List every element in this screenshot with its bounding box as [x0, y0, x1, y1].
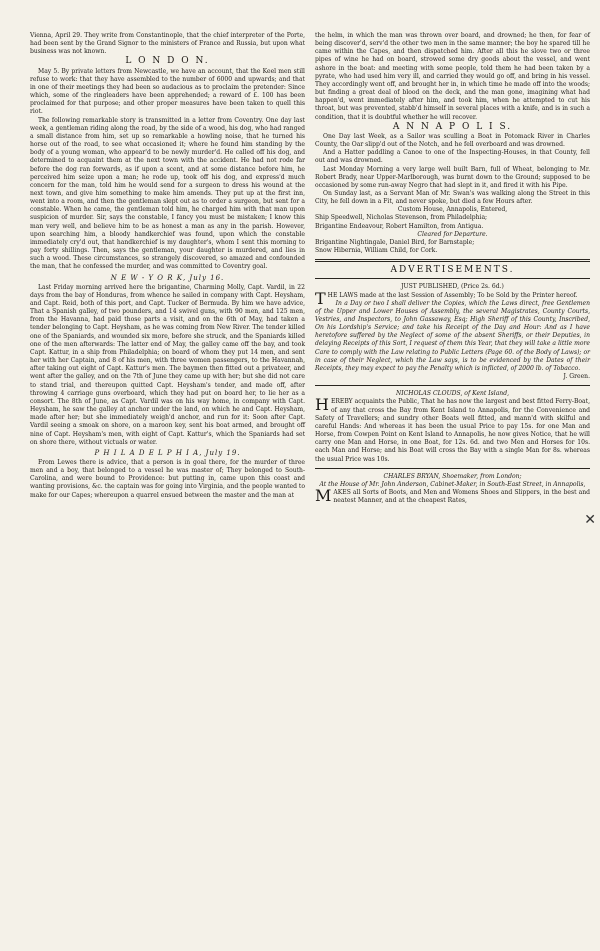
ad1-title-text: HE LAWS made at the last Session of Assembly; To be Sold by the Printer hereof. [327, 291, 578, 299]
philadelphia-continued: the helm, in which the man was thrown over board, and drowned; he then, for fear of being discover'd, serv'd the other two men in the same manner; the boy he spared till he came within the Capes, and then dispatched him. After all this he slove two or three pipes of wine he had on board, strowed some dry goods about the vessel, and went ashore in the boat: and meeting with some people, told them he had been taken by a pyrate, who had used him very ill, and carried they would go off, and bring in his vessel. They accordingly went off, and brought her in, in which time he made off into the woods; but finding a great deal of blood on the deck, and the man gone, imagining what had happen'd, went immediately after him, and took him, when he attempted to cut his throat, but was prevented, stabb'd himself in several places with a knife, and is in such a condition, that it is doubtful whether he will recover. [315, 32, 590, 121]
london-paragraph-2: The following remarkable story is transmitted in a letter from Coventry. One day last week, a gentleman riding along the road, by the side of a wood, his dog, who had ranged a small distance from him, set up so remarkable a howling noise, that he turned his horse out of the road, to see what occasioned it; where he found him standing by the body of a young woman, who appear'd to be newly murder'd. He called off his dog, and determined to acquaint them at the next town with the accident. He had not rode far before the dog ran forwards, as if upon a scent, and at some distance before him, he perceived him seize upon a man; he rode up, took off his dog, and express'd much concern for the man, told him he would send for a surgeon to dress his wound at the next town, and give him something to make him amends. They put up at the first inn, went into a room, and then the gentleman slept out as to order a surgeon, but sent for a constable. When he came, the gentleman told him, he charged him with that man upon suspicion of murder. Sir, says the constable, I fancy you must be mistaken; I know this man very well, and believe him to be as honest a man as any in the parish. However, upon searching him, a bloody handkerchief was found, upon which the constable immediately cry'd out, that handkerchief is my daughter's, whom I sent this morning to pay forty shillings. Then, says the gentleman, your daughter is murdered, and lies in such a wood. These circumstances, so strangely discovered, so amazed and confounded the man, that he confessed the murder, and was committed to Coventry goal. [30, 116, 305, 271]
ad2-body [315, 395, 590, 463]
ads-rule [315, 278, 590, 279]
customs-cleared-2: Snow Hibernia, William Child, for Cork. [315, 247, 438, 255]
london-paragraph-1: May 5. By private letters from Newcastle, we have an account, that the Keel men still refuse to work: that they have assembled to the number of 6000 and upwards; and that in one of their meetings they had been so audacious as to proclaim the pretender: Since which, some of the ringleaders have been apprehended; a reward of £. 100 has been proclaimed for that purpose; and other proper measures have been taken to quell this riot. [30, 67, 305, 116]
ad2-dropcap: H [315, 395, 329, 415]
philadelphia-heading: P H I L A D E L P H I A, July 19. [94, 448, 241, 457]
annapolis-paragraph-1: One Day last Week, as a Sailor was sculling a Boat in Potomack River in Charles County, the Oar slipp'd out of the Notch, and he fell overboard and was drowned. [315, 132, 590, 149]
customs-cleared-1: Brigantine Nightingale, Daniel Bird, for Barnstaple; [315, 238, 475, 246]
annapolis-heading: A N N A P O L I S. [392, 121, 513, 132]
newyork-heading: N E W - Y O R K, July 16. [110, 273, 225, 282]
ad3-subheading: At the House of Mr. John Anderson, Cabinet-Maker, in South-East Street, in Annapolis, [319, 480, 586, 488]
ad1-dropcap: T [315, 288, 326, 308]
ad-rule-1 [315, 385, 590, 386]
customs-cleared-heading: Cleared for Departure. [417, 230, 488, 238]
ad2-heading: NICHOLAS CLOUDS, of Kent Island, [396, 390, 509, 398]
ad3-heading: CHARLES BRYAN, Shoemaker, from London; [383, 472, 522, 480]
ad1-title [315, 288, 590, 308]
margin-mark: ✕ [584, 512, 596, 528]
newyork-paragraph-1: Last Friday morning arrived here the brigantine, Charming Molly, Capt. Vardil, in 22 days from the bay of Honduras, from whence he sailed in company with Capt. Heysham, and Capt. Reid, both of this port, and Capt. Tucker of Bermuda. By him we have advice, That a Spanish galley, of two pounders, and 14 swivel guns, with 90 men, and 125 men, from the Havanna, had paid those parts a visit, and on the 6th of May, had taken a tender belonging to Capt. Heysham, as he was coming from New River. The tender killed one of the Spaniards, and wounded six more, before she struck, and the Spaniards killed one of the men afterwards: The latter end of May, the galley came off the bay, and took Capt. Kattur, in a ship from Philadelphia; on board of whom they put 14 men, and sent her with her Captain, and 8 of his men, with three women passengers, to the Havannah, after taking out eight of Capt. Kattur's men. The baymen then fitted out a privateer, and went after the galley, and on the 7th of June they came up with her; but she did not care to stand trial, and thereupon quitted Capt. Heysham's tender, and made off, after throwing 4 carriage guns overboard, which they had put on board her, to lie her as a consort. The 8th of June, as Capt. Vardil was on his way home, in company with Capt. Heysham, he saw the galley at anchor under the land, on which he and Capt. Heysham, made after her; but she immediately weigh'd anchor, and run for it: Soon after Capt. Vardil seeing a smoak on shore, on a maroon key, sent his boat armed, and brought off nine of Capt. Heysham's men, with eight of Capt. Kattur's, which the Spaniards had set on shore there, without victuals or water. [30, 283, 305, 446]
annapolis-paragraph-3: Last Monday Morning a very large well built Barn, full of Wheat, belonging to Mr. Robert Brady, near Upper-Marlborough, was burnt down to the Ground; supposed to be occasioned by some run-away Negro that had slept in it, and fired it with his Pipe. [315, 165, 590, 189]
ad1-signature: J. Green. [563, 373, 590, 381]
customs-entry-2: Brigantine Endeavour, Robert Hamilton, from Antigua. [315, 222, 484, 230]
right-column [315, 32, 590, 505]
philadelphia-paragraph: From Lewes there is advice, that a person is in goal there, for the murder of three men and a boy, that belonged to a vessel he was master of; They belonged to South-Carolina, and were bound to Providence: but putting in, came upon this coast and wanting provisions, &c. the captain was for going into Virginia, and the people wanted to make for our Capes; whereupon a quarrel ensued between the master and the man at [30, 458, 305, 499]
ad-rule-2 [315, 468, 590, 469]
section-divider [315, 259, 590, 262]
customs-entry-1: Ship Speedwell, Nicholas Stevenson, from Philadelphia; [315, 214, 488, 222]
ad2-body-text: EREBY acquaints the Public, That he has now the largest and best fitted Ferry-Boat, of any that cross the Bay from Kent Island to Annapolis, for the Convenience and Safety of Travellers; and sundry other Boats well fitted, and mann'd with skilful and careful Hands: And whereas it has been the usual Price to pay 15s. for one Man and Horse, from Cowpen Point on Kent Island to Annapolis, he now gives Notice, that he will carry one Man and Horse, in one Boat, for 12s. 6d. and two Men and Horses for 10s. each Man and Horse; and his Boat will cross the Bay with a single Man for 8s. whereas the usual Price was 10s. [315, 398, 590, 463]
vienna-dispatch: Vienna, April 29. They write from Constantinople, that the chief interpreter of the Porte, had been sent by the Grand Signor to the ministers of France and Russia, but upon what business was not known. [30, 32, 305, 56]
london-heading: L O N D O N. [125, 56, 210, 67]
advertisements-heading: ADVERTISEMENTS. [390, 265, 515, 276]
annapolis-paragraph-2: And a Hatter paddling a Canoe to one of the Inspecting-Houses, in that County, fell out and was drowned. [315, 149, 590, 165]
ad1-heading: JUST PUBLISHED, (Price 2s. 6d.) [401, 283, 504, 291]
annapolis-paragraph-4: On Sunday last, as a Servant Man of Mr. Swan's was walking along the Street in this City, he fell down in a Fit, and never spoke, but died a few Hours after. [315, 189, 590, 206]
ad3-dropcap: M [315, 485, 332, 505]
ad3-body [315, 485, 590, 505]
customs-entered-heading: Custom House, Annapolis, Entered, [397, 206, 508, 214]
left-column [30, 32, 305, 505]
ad1-body: In a Day or two I shall deliver the Copies, which the Laws direct, free Gentlemen of the Upper and Lower Houses of Assembly, the several Magistrates, County Courts, Vestries, and Inspectors, to John Gassaway, Esq; High Sheriff of this County, Inscribed, On his Lordship's Service; and take his Receipt of the Day and Hour: And as I have heretofore suffered by the Neglect of some of the absent Sheriffs, or their Deputies, in delaying Receipts of this Sort, I request of them this Year, that they will take a little more Care to comply with the Law relating to Public Letters (Page 60. of the Body of Laws); or in case of their Neglect, which the Law says, is to be evidenced by the Dates of their Receipts, they may expect to pay the Penalty which is inflicted, of 2000 lb. of Tobacco. [315, 299, 590, 372]
ad3-body-text: AKES all Sorts of Boots, and Men and Womens Shoes and Slippers, in the best and neatest Manner, and at the cheapest Rates, [333, 488, 590, 505]
columns [30, 32, 590, 505]
